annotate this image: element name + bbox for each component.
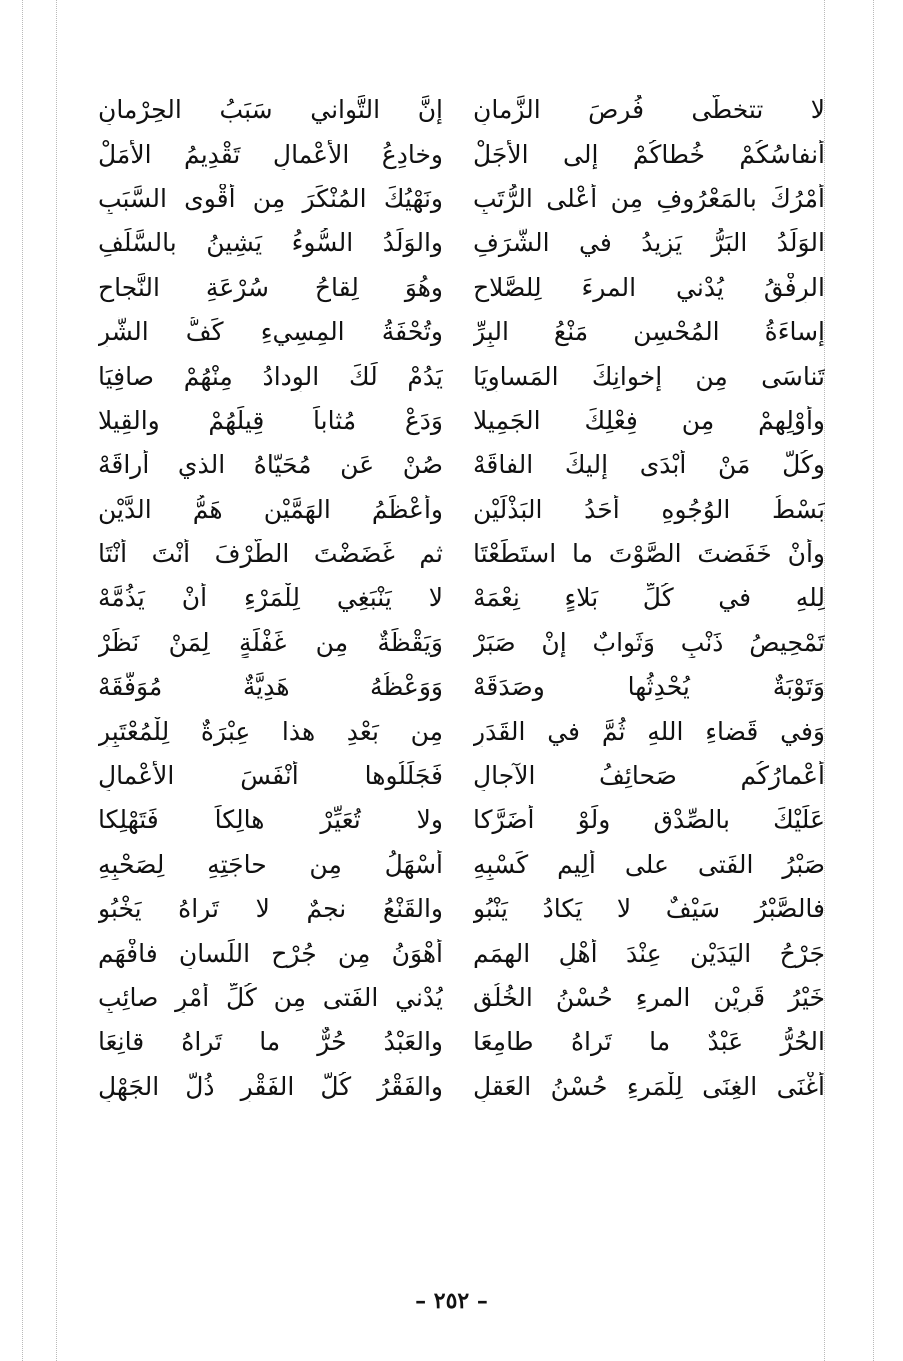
verse-second-hemistich: وَيَقْظَةٌ مِن غَفْلَةٍ لِمَنْ نَظَرْ bbox=[98, 627, 443, 657]
verse-row bbox=[70, 976, 825, 1020]
verse-first-hemistich: فالصَّبْرُ سَيْفٌ لا يَكادُ يَنْبُو bbox=[473, 894, 825, 924]
verse-second-hemistich: والفَقْرُ كُلُّ الفَقْرِ ذُلُّ الجَهْلِ bbox=[98, 1071, 443, 1101]
verse-second-hemistich: وَوَعْظُهُ هَدِيَّةٌ مُوَفَّقَهْ bbox=[98, 672, 443, 702]
verse-row bbox=[70, 887, 825, 931]
verse-second-hemistich: فَجَلِّلُوها أنْفَسَ الأعْمالِ bbox=[98, 761, 443, 791]
verse-row bbox=[70, 310, 825, 354]
verse-second-hemistich: ونَهْيُكَ المُنْكَرَ مِن أقْوى السَّبَبِ bbox=[98, 183, 443, 213]
verse-second-hemistich: والقَنْعُ نجمٌ لا تَراهُ يَخْبُو bbox=[98, 894, 443, 924]
verse-row bbox=[70, 177, 825, 221]
verse-row bbox=[70, 88, 825, 132]
verse-second-hemistich: لا يَنْبَغِي لِلْمَرْءِ أنْ يَذُمَّهْ bbox=[98, 583, 443, 613]
verse-row bbox=[70, 709, 825, 753]
verse-first-hemistich: جَرْحُ اليَدَيْنِ عِنْدَ أهْلِ الهِمَمِ bbox=[473, 938, 825, 968]
verse-row bbox=[70, 1020, 825, 1064]
verse-first-hemistich: تَمْحِيصُ ذَنْبٍ وَثَوابٌ إنْ صَبَرْ bbox=[473, 627, 825, 657]
verse-row bbox=[70, 266, 825, 310]
verse-row bbox=[70, 354, 825, 398]
verse-first-hemistich: وَفي قَضاءِ اللهِ ثُمَّ في القَدَرِ bbox=[473, 716, 825, 746]
poem-body bbox=[70, 88, 825, 1109]
verse-second-hemistich: وأعْظَمُ الهَمَّيْنِ هَمُّ الدَّيْنِ bbox=[98, 494, 443, 524]
verse-first-hemistich: الوَلَدُ البَرُّ يَزِيدُ في الشَّرَفِ bbox=[473, 228, 825, 258]
verse-second-hemistich: يَدُمْ لَكَ الوِدادُ مِنْهُمْ صافِيَا bbox=[98, 361, 443, 391]
verse-second-hemistich: وخادِعُ الأعْمالِ تَقْدِيمُ الأمَلْ bbox=[98, 139, 443, 169]
verse-row bbox=[70, 576, 825, 620]
verse-second-hemistich: يُدْني الفَتى مِن كُلِّ أمْرٍ صائِبِ bbox=[98, 983, 443, 1012]
verse-second-hemistich: وهُوَ لِقاحُ سُرْعَةِ النَّجاحِ bbox=[98, 272, 443, 302]
verse-first-hemistich: الرِفْقُ يُدْني المرءَ لِلصَّلاحِ bbox=[473, 272, 825, 302]
verse-first-hemistich: وأنْ خَفَضتَ الصَّوْتَ ما استَطَعْتَا bbox=[473, 539, 825, 569]
verse-row bbox=[70, 843, 825, 887]
verse-first-hemistich: لا تتخطَّى فُرصَ الزَّمانِ bbox=[473, 95, 825, 125]
verse-first-hemistich: وَتَوْبَةٌ يُحْدِثُها وصَدَقَهْ bbox=[473, 672, 825, 702]
verse-first-hemistich: وأوْلِهِمْ مِن فِعْلِكَ الجَمِيلا bbox=[473, 405, 825, 435]
verse-second-hemistich: إنَّ التَّواني سَبَبُ الحِرْمانِ bbox=[98, 95, 443, 125]
verse-row bbox=[70, 221, 825, 265]
margin-guide-line bbox=[56, 0, 57, 1361]
verse-first-hemistich: إساءَةُ المُحْسِنِ مَنْعُ البِرِّ bbox=[473, 317, 825, 347]
verse-row bbox=[70, 754, 825, 798]
verse-second-hemistich: ولا تُعَيِّرْ هالِكاً فَتَهْلِكا bbox=[98, 805, 443, 835]
verse-first-hemistich: صَبْرُ الفَتى على ألِيمِ كَسْبِهِ bbox=[473, 849, 825, 879]
verse-row bbox=[70, 132, 825, 176]
verse-first-hemistich: خَيْرُ قَرِيْنِ المرءِ حُسْنُ الخُلُقِ bbox=[473, 983, 825, 1012]
verse-row bbox=[70, 1065, 825, 1109]
verse-row bbox=[70, 399, 825, 443]
verse-first-hemistich: بَسْطُ الوُجُوهِ أحَدُ البَذْلَيْنِ bbox=[473, 494, 825, 524]
verse-row bbox=[70, 798, 825, 842]
verse-second-hemistich: والوَلَدُ السُّوءُ يَشِينُ بالسَّلَفِ bbox=[98, 228, 443, 258]
page-number: – ٢٥٢ – bbox=[415, 1288, 488, 1314]
verse-first-hemistich: أعْمارُكُم صَحائِفُ الآجالِ bbox=[473, 761, 825, 791]
verse-row bbox=[70, 931, 825, 975]
verse-first-hemistich: أغْنَى الغِنَى لِلْمَرءِ حُسْنُ العَقلِ bbox=[473, 1071, 825, 1101]
verse-row bbox=[70, 532, 825, 576]
verse-first-hemistich: عَلَيْكَ بالصِّدْقِ ولَوْ أضَرَّكا bbox=[473, 805, 825, 835]
verse-second-hemistich: ثم غَضَضْتَ الطَّرْفَ أنْتَ أنْتَا bbox=[98, 539, 443, 569]
verse-first-hemistich: تَناسَى مِن إخوانِكَ المَساوِيَا bbox=[473, 361, 825, 391]
margin-guide-line bbox=[22, 0, 23, 1361]
verse-first-hemistich: أنفاسُكُمْ خُطاكُمْ إلى الأجَلْ bbox=[473, 139, 825, 169]
verse-first-hemistich: لِلهِ في كُلِّ بَلاءٍ نِعْمَهْ bbox=[473, 583, 825, 613]
verse-row bbox=[70, 488, 825, 532]
margin-guide-line bbox=[873, 0, 874, 1361]
verse-first-hemistich: وكُلُّ مَنْ أبْدَى إليكَ الفاقَهْ bbox=[473, 450, 825, 480]
verse-second-hemistich: وَدَعْ مُثاباً قِيلَهُمْ والقِيلا bbox=[98, 405, 443, 435]
verse-second-hemistich: أهْوَنُ مِن جُرْحِ اللِّسانِ فافْهَمِ bbox=[98, 938, 443, 968]
verse-first-hemistich: الحُرُّ عَبْدٌ ما تَراهُ طامِعَا bbox=[473, 1027, 825, 1057]
verse-second-hemistich: أسْهَلُ مِن حاجَتِهِ لِصَحْبِهِ bbox=[98, 849, 443, 879]
verse-row bbox=[70, 443, 825, 487]
verse-row bbox=[70, 621, 825, 665]
verse-second-hemistich: مِن بَعْدِ هذا عِبْرَةٌ لِلْمُعْتَبِرِ bbox=[98, 716, 443, 746]
verse-second-hemistich: صُنْ عَن مُحَيّاهُ الذي أراقَهْ bbox=[98, 450, 443, 480]
verse-second-hemistich: والعَبْدُ حُرٌّ ما تَراهُ قانِعَا bbox=[98, 1027, 443, 1057]
verse-row bbox=[70, 665, 825, 709]
verse-second-hemistich: وتُحْفَةُ المِسِيءِ كَفُّ الشَّرِ bbox=[98, 317, 443, 347]
verse-first-hemistich: أمْرُكَ بالمَعْرُوفِ مِن أعْلى الرُّتَبِ bbox=[473, 183, 825, 213]
